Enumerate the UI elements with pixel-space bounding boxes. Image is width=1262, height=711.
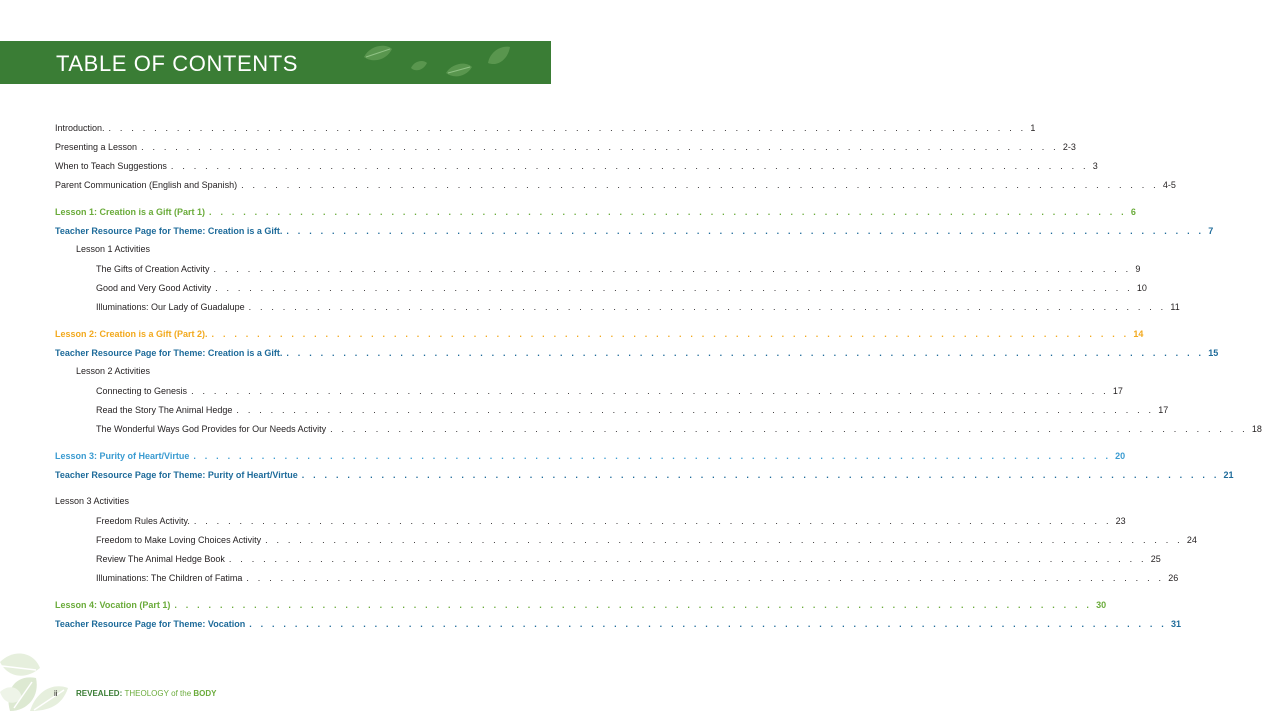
entry-title: Introduction. (55, 123, 105, 133)
toc-entry-lesson-1[interactable]: Lesson 1: Creation is a Gift (Part 1) . . . . . . . . . . . . . . . . . . . . . . . . . . . . . . . . . . . . . . . . . . . . . . . . . . . . . . . . . . . . . . . . . . . . . . . . . . . . . . . . . 6 (55, 207, 1136, 217)
entry-title: When to Teach Suggestions (55, 161, 167, 171)
toc-entry[interactable]: Illuminations: The Children of Fatima . . . . . . . . . . . . . . . . . . . . . . . . . . . . . . . . . . . . . . . . . . . . . . . . . . . . . . . . . . . . . . . . . . . . . . . . . . . . . . . . . 26 (96, 573, 1179, 583)
entry-page: 3 (1092, 161, 1098, 171)
corner-leaves-icon (0, 622, 70, 711)
entry-title: The Wonderful Ways God Provides for Our Needs Activity (96, 424, 327, 434)
toc-entry[interactable]: Review The Animal Hedge Book . . . . . . . . . . . . . . . . . . . . . . . . . . . . . . . . . . . . . . . . . . . . . . . . . . . . . . . . . . . . . . . . . . . . . . . . . . . . . . . . . 25 (96, 554, 1161, 564)
entry-title: Parent Communication (English and Spanish) (55, 180, 238, 190)
toc-entry[interactable]: When to Teach Suggestions . . . . . . . . . . . . . . . . . . . . . . . . . . . . . . . . . . . . . . . . . . . . . . . . . . . . . . . . . . . . . . . . . . . . . . . . . . . . . . . . . 3 (55, 161, 1098, 171)
activities-heading: Lesson 1 Activities (76, 244, 151, 254)
entry-title: Teacher Resource Page for Theme: Vocation (55, 619, 246, 629)
entry-page: 6 (1130, 207, 1136, 217)
entry-page: 18 (1251, 424, 1262, 434)
entry-title: Lesson 1: Creation is a Gift (Part 1) (55, 207, 206, 217)
toc-entry[interactable]: Good and Very Good Activity . . . . . . . . . . . . . . . . . . . . . . . . . . . . . . . . . . . . . . . . . . . . . . . . . . . . . . . . . . . . . . . . . . . . . . . . . . . . . . . . . 10 (96, 283, 1147, 293)
footer-brand: REVEALED: (76, 689, 123, 698)
entry-page: 15 (1208, 348, 1219, 358)
page-title: TABLE OF CONTENTS (56, 51, 299, 76)
entry-title: Good and Very Good Activity (96, 283, 212, 293)
entry-title: The Gifts of Creation Activity (96, 264, 210, 274)
entry-title: Illuminations: Our Lady of Guadalupe (96, 302, 245, 312)
entry-page: 17 (1112, 386, 1123, 396)
toc-entry[interactable]: Introduction. . . . . . . . . . . . . . . . . . . . . . . . . . . . . . . . . . . . . . . . . . . . . . . . . . . . . . . . . . . . . . . . . . . . . . . . . . . . . . . . . . 1 (55, 123, 1036, 133)
entry-page: 1 (1030, 123, 1036, 133)
entry-page: 24 (1186, 535, 1197, 545)
entry-page: 14 (1133, 329, 1144, 339)
toc-entry[interactable]: Illuminations: Our Lady of Guadalupe . . . . . . . . . . . . . . . . . . . . . . . . . . . . . . . . . . . . . . . . . . . . . . . . . . . . . . . . . . . . . . . . . . . . . . . . . . . . . . . . . 11 (96, 302, 1180, 312)
entry-page: 25 (1150, 554, 1161, 564)
toc-entry-lesson-4[interactable]: Lesson 4: Vocation (Part 1) . . . . . . . . . . . . . . . . . . . . . . . . . . . . . . . . . . . . . . . . . . . . . . . . . . . . . . . . . . . . . . . . . . . . . . . . . . . . . . . . . 30 (55, 600, 1107, 610)
activities-heading: Lesson 2 Activities (76, 366, 151, 376)
entry-page: 10 (1136, 283, 1147, 293)
entry-page: 17 (1158, 405, 1169, 415)
entry-title: Freedom to Make Loving Choices Activity (96, 535, 262, 545)
footer-subtitle-3: BODY (193, 689, 217, 698)
entry-page: 9 (1135, 264, 1141, 274)
toc-entry-resource[interactable]: Teacher Resource Page for Theme: Creation is a Gift. . . . . . . . . . . . . . . . . . . . . . . . . . . . . . . . . . . . . . . . . . . . . . . . . . . . . . . . . . . . . . . . . . . . . . . . . . . . . . . . . . 15 (55, 348, 1219, 358)
toc-entry-resource[interactable]: Teacher Resource Page for Theme: Purity of Heart/Virtue . . . . . . . . . . . . . . . . . . . . . . . . . . . . . . . . . . . . . . . . . . . . . . . . . . . . . . . . . . . . . . . . . . . . . . . . . . . . . . . . . 21 (55, 470, 1234, 480)
toc-entry[interactable]: The Wonderful Ways God Provides for Our Needs Activity . . . . . . . . . . . . . . . . . . . . . . . . . . . . . . . . . . . . . . . . . . . . . . . . . . . . . . . . . . . . . . . . . . . . . . . . . . . . . . . . . 18 (96, 424, 1262, 434)
entry-page: 7 (1208, 226, 1214, 236)
footer-page-number: ii (54, 689, 58, 698)
toc-entry[interactable]: Parent Communication (English and Spanish) . . . . . . . . . . . . . . . . . . . . . . . . . . . . . . . . . . . . . . . . . . . . . . . . . . . . . . . . . . . . . . . . . . . . . . . . . . . . . . . . . 4-5 (55, 180, 1176, 190)
footer-title (76, 689, 217, 699)
entry-page: 2-3 (1062, 142, 1076, 152)
entry-page: 30 (1096, 600, 1107, 610)
entry-page: 4-5 (1162, 180, 1176, 190)
entry-page: 20 (1115, 451, 1126, 461)
toc-entry[interactable]: Connecting to Genesis . . . . . . . . . . . . . . . . . . . . . . . . . . . . . . . . . . . . . . . . . . . . . . . . . . . . . . . . . . . . . . . . . . . . . . . . . . . . . . . . . 17 (96, 386, 1123, 396)
entry-page: 31 (1171, 619, 1182, 629)
entry-page: 21 (1223, 470, 1234, 480)
entry-title: Teacher Resource Page for Theme: Creation is a Gift. (55, 348, 283, 358)
entry-title: Lesson 3: Purity of Heart/Virtue (55, 451, 190, 461)
entry-title: Lesson 2: Creation is a Gift (Part 2). (55, 329, 208, 339)
entry-title: Lesson 4: Vocation (Part 1) (55, 600, 171, 610)
entry-title: Read the Story The Animal Hedge (96, 405, 233, 415)
entry-title: Review The Animal Hedge Book (96, 554, 225, 564)
toc-entry[interactable]: Presenting a Lesson . . . . . . . . . . . . . . . . . . . . . . . . . . . . . . . . . . . . . . . . . . . . . . . . . . . . . . . . . . . . . . . . . . . . . . . . . . . . . . . . . 2-3 (55, 142, 1076, 152)
toc-entry[interactable]: The Gifts of Creation Activity . . . . . . . . . . . . . . . . . . . . . . . . . . . . . . . . . . . . . . . . . . . . . . . . . . . . . . . . . . . . . . . . . . . . . . . . . . . . . . . . . 9 (96, 264, 1141, 274)
toc-entry[interactable]: Read the Story The Animal Hedge . . . . . . . . . . . . . . . . . . . . . . . . . . . . . . . . . . . . . . . . . . . . . . . . . . . . . . . . . . . . . . . . . . . . . . . . . . . . . . . . . 17 (96, 405, 1169, 415)
toc-entry-lesson-2[interactable]: Lesson 2: Creation is a Gift (Part 2). . . . . . . . . . . . . . . . . . . . . . . . . . . . . . . . . . . . . . . . . . . . . . . . . . . . . . . . . . . . . . . . . . . . . . . . . . . . . . . . . . 14 (55, 329, 1144, 339)
toc-entry-lesson-3[interactable]: Lesson 3: Purity of Heart/Virtue . . . . . . . . . . . . . . . . . . . . . . . . . . . . . . . . . . . . . . . . . . . . . . . . . . . . . . . . . . . . . . . . . . . . . . . . . . . . . . . . . 20 (55, 451, 1126, 461)
entry-page: 26 (1168, 573, 1179, 583)
entry-title: Teacher Resource Page for Theme: Purity of Heart/Virtue (55, 470, 298, 480)
activities-heading: Lesson 3 Activities (55, 496, 130, 506)
footer-subtitle-2: of the (171, 689, 192, 698)
toc-entry[interactable]: Freedom to Make Loving Choices Activity . . . . . . . . . . . . . . . . . . . . . . . . . . . . . . . . . . . . . . . . . . . . . . . . . . . . . . . . . . . . . . . . . . . . . . . . . . . . . . . . . 24 (96, 535, 1197, 545)
footer-subtitle-1: THEOLOGY (124, 689, 169, 698)
entry-title: Teacher Resource Page for Theme: Creation is a Gift. (55, 226, 283, 236)
toc-entry-resource[interactable]: Teacher Resource Page for Theme: Vocation . . . . . . . . . . . . . . . . . . . . . . . . . . . . . . . . . . . . . . . . . . . . . . . . . . . . . . . . . . . . . . . . . . . . . . . . . . . . . . . . . 31 (55, 619, 1182, 629)
entry-page: 23 (1115, 516, 1126, 526)
entry-page: 11 (1170, 302, 1180, 312)
entry-title: Presenting a Lesson (55, 142, 138, 152)
toc-entry[interactable]: Freedom Rules Activity. . . . . . . . . . . . . . . . . . . . . . . . . . . . . . . . . . . . . . . . . . . . . . . . . . . . . . . . . . . . . . . . . . . . . . . . . . . . . . . . . . 23 (96, 516, 1126, 526)
toc-entry-resource[interactable]: Teacher Resource Page for Theme: Creation is a Gift. . . . . . . . . . . . . . . . . . . . . . . . . . . . . . . . . . . . . . . . . . . . . . . . . . . . . . . . . . . . . . . . . . . . . . . . . . . . . . . . . . 7 (55, 226, 1214, 236)
entry-title: Illuminations: The Children of Fatima (96, 573, 243, 583)
entry-title: Connecting to Genesis (96, 386, 188, 396)
entry-title: Freedom Rules Activity. (96, 516, 190, 526)
